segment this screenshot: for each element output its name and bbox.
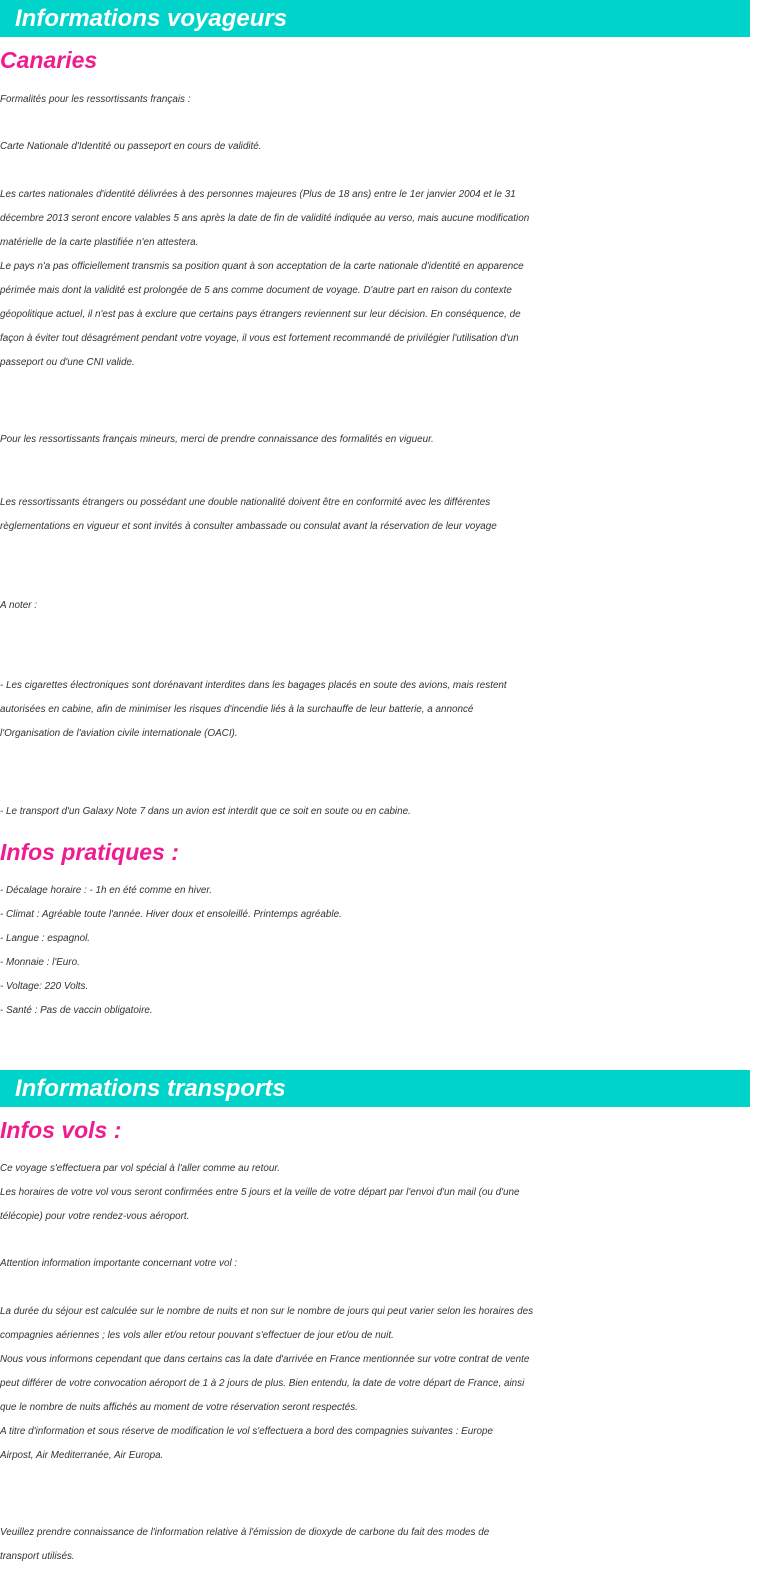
paragraph-line: décembre 2013 seront encore valables 5 ans après la date de fin de validité indiquée au verso, mais aucune modification (0, 213, 530, 224)
paragraph-line: Veuillez prendre connaissance de l'information relative à l'émission de dioxyde de carbone du fait des modes de (0, 1527, 490, 1538)
paragraph-line: Les horaires de votre vol vous seront confirmées entre 5 jours et la veille de votre départ par l'envoi d'un mail (ou d'une (0, 1187, 520, 1198)
paragraph-line: Nous vous informons cependant que dans certains cas la date d'arrivée en France mentionnée sur votre contrat de vente (0, 1354, 530, 1365)
a-noter-label: A noter : (0, 600, 37, 611)
attention-notice: Attention information importante concernant votre vol : (0, 1258, 238, 1269)
paragraph-line: peut différer de votre convocation aéroport de 1 à 2 jours de plus. Bien entendu, la date de votre départ de France, ainsi (0, 1378, 525, 1389)
galaxy-notice: - Le transport d'un Galaxy Note 7 dans un avion est interdit que ce soit en soute ou en cabine. (0, 806, 411, 817)
paragraph-line: Le pays n'a pas officiellement transmis sa position quant à son acceptation de la carte nationale d'identité en apparence (0, 261, 524, 272)
paragraph-line: géopolitique actuel, il n'est pas à exclure que certains pays étrangers reviennent sur leur décision. En conséquence, de (0, 309, 521, 320)
list-item: - Voltage: 220 Volts. (0, 981, 89, 992)
paragraph-line: transport utilisés. (0, 1551, 75, 1562)
cni-requirement: Carte Nationale d'Identité ou passeport en cours de validité. (0, 141, 262, 152)
list-item: - Décalage horaire : - 1h en été comme en hiver. (0, 885, 213, 896)
paragraph-line: l'Organisation de l'aviation civile internationale (OACI). (0, 728, 238, 739)
section-banner-transports: Informations transports (0, 1070, 750, 1107)
paragraph-line: Les cartes nationales d'identité délivrées à des personnes majeures (Plus de 18 ans) entre le 1er janvier 2004 et le 31 (0, 189, 516, 200)
infos-vols-heading: Infos vols : (0, 1117, 122, 1143)
co2-notice (0, 1521, 752, 1569)
paragraph-line: passeport ou d'une CNI valide. (0, 357, 135, 368)
paragraph-line: périmée mais dont la validité est prolongée de 5 ans comme document de voyage. D'autre part en raison du contexte (0, 285, 512, 296)
section-banner-voyageurs: Informations voyageurs (0, 0, 750, 37)
paragraph-line: Airpost, Air Mediterranée, Air Europa. (0, 1450, 164, 1461)
list-item: - Langue : espagnol. (0, 933, 91, 944)
infos-pratiques-list (0, 879, 752, 1023)
etrangers-notice (0, 491, 752, 539)
paragraph-line: La durée du séjour est calculée sur le nombre de nuits et non sur le nombre de jours qui peut varier selon les horaires des (0, 1306, 534, 1317)
paragraph-line: compagnies aériennes ; les vols aller et/ou retour pouvant s'effectuer de jour et/ou de nuit. (0, 1330, 394, 1341)
list-item: - Climat : Agréable toute l'année. Hiver doux et ensoleillé. Printemps agréable. (0, 909, 342, 920)
formalites-intro: Formalités pour les ressortissants français : (0, 94, 191, 105)
paragraph-line: télécopie) pour votre rendez-vous aéroport. (0, 1211, 190, 1222)
duree-sejour-paragraph (0, 1300, 752, 1468)
list-item: - Monnaie : l'Euro. (0, 957, 80, 968)
paragraph-line: - Les cigarettes électroniques sont dorénavant interdites dans les bagages placés en soute des avions, mais restent (0, 680, 507, 691)
cigarettes-notice (0, 674, 752, 746)
infos-pratiques-heading: Infos pratiques : (0, 839, 179, 865)
paragraph-line: façon à éviter tout désagrément pendant votre voyage, il vous est fortement recommandé de privilégier l'utilisation d'un (0, 333, 519, 344)
paragraph-line: matérielle de la carte plastifiée n'en attestera. (0, 237, 199, 248)
paragraph-line: autorisées en cabine, afin de minimiser les risques d'incendie liés à la surchauffe de leur batterie, a annoncé (0, 704, 474, 715)
mineurs-notice: Pour les ressortissants français mineurs, merci de prendre connaissance des formalités en vigueur. (0, 434, 434, 445)
paragraph-line: règlementations en vigueur et sont invités à consulter ambassade ou consulat avant la réservation de leur voyage (0, 521, 497, 532)
vol-intro (0, 1157, 752, 1229)
cni-validity-paragraph (0, 183, 752, 375)
paragraph-line: A titre d'information et sous réserve de modification le vol s'effectuera a bord des compagnies suivantes : Europe (0, 1426, 494, 1437)
destination-heading: Canaries (0, 47, 98, 73)
list-item: - Santé : Pas de vaccin obligatoire. (0, 1005, 153, 1016)
paragraph-line: que le nombre de nuits affichés au moment de votre réservation seront respectés. (0, 1402, 358, 1413)
paragraph-line: Les ressortissants étrangers ou possédant une double nationalité doivent être en conformité avec les différentes (0, 497, 491, 508)
paragraph-line: Ce voyage s'effectuera par vol spécial à l'aller comme au retour. (0, 1163, 281, 1174)
